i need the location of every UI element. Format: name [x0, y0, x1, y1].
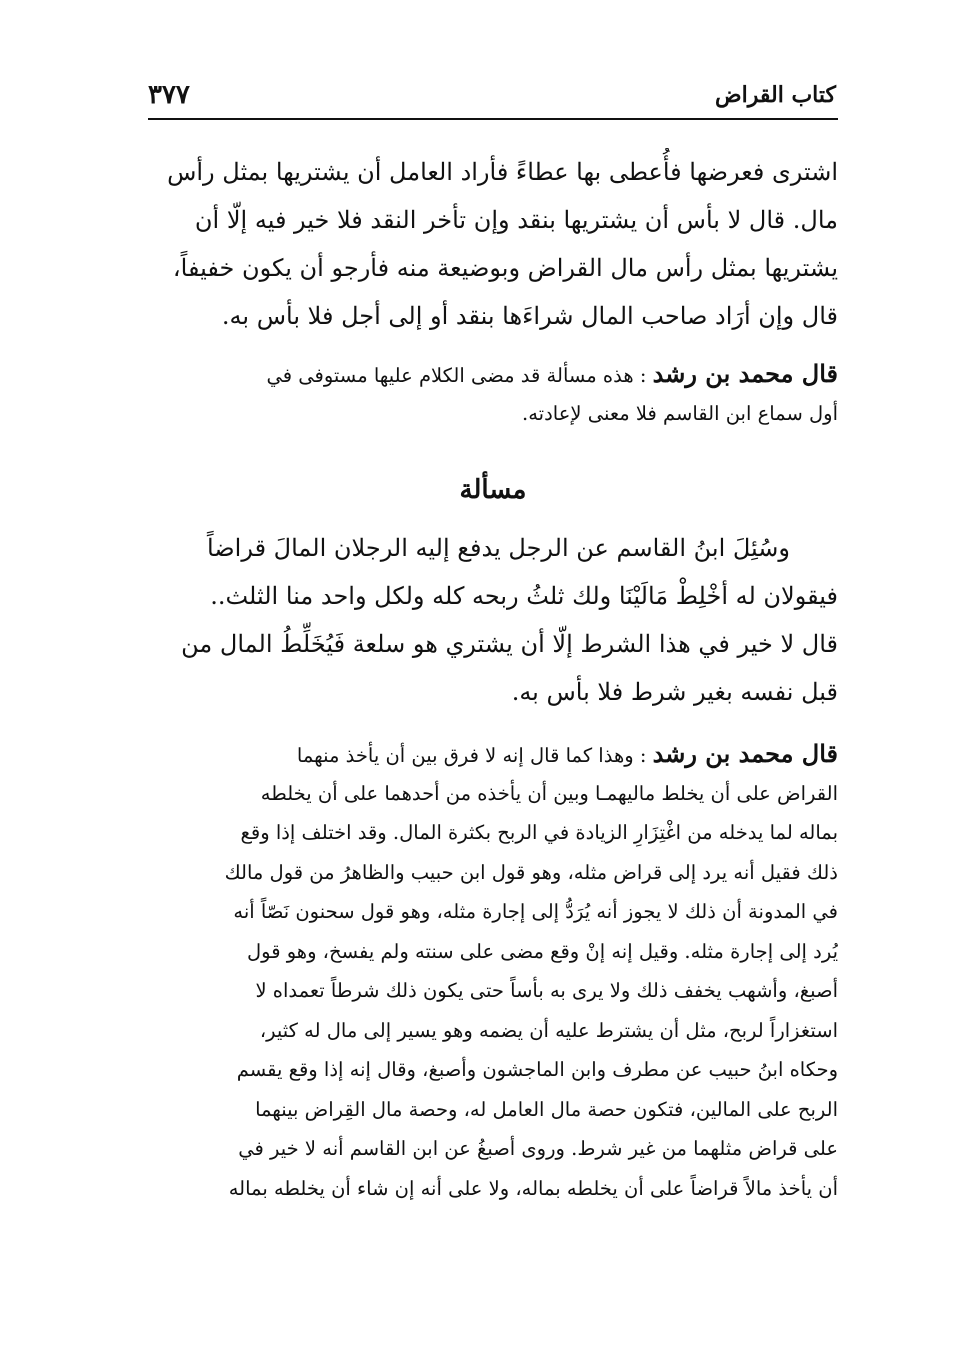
- commentary-first-line: [148, 354, 838, 394]
- text-line: اشترى فعرضها فأُعطى بها عطاءً فأراد العامل أن يشتريها بمثل رأس: [167, 158, 838, 186]
- text-line: أول سماع ابن القاسم فلا معنى لإعادته.: [522, 401, 838, 425]
- text-line: فيقولان له أخْلِطْ مَالَيْنَا ولك ثلثُ ربحه كله ولكل واحد منا الثلث..: [210, 582, 838, 610]
- text-line: قبل نفسه بغير شرط فلا بأس به.: [511, 678, 838, 706]
- text-line: في المدونة أن ذلك لا يجوز أنه يُرَدُّ إلى إجارة مثله، وهو قول سحنون نَصّاً أنه: [233, 900, 838, 923]
- speaker-label: قال محمد بن رشد: [652, 359, 838, 388]
- commentary-2: [148, 734, 838, 1208]
- text-line: يُرد إلى إجارة مثله. وقيل إنه إنْ وقع مضى على سنته ولم يفسخ، وهو قول: [246, 939, 838, 963]
- page-number: ٣٧٧: [148, 80, 190, 110]
- text-line: وسُئِلَ ابنُ القاسم عن الرجل يدفع إليه الرجلان المالَ قراضاً: [206, 534, 790, 562]
- commentary-1: [148, 354, 838, 433]
- text-line: ذلك فقيل أنه يرد إلى قراض مثله، وهو قول ابن حبيب والظاهرُ من قول مالك: [224, 860, 838, 884]
- section-heading: مسألة: [459, 475, 527, 505]
- text-line: أن يأخذ مالاً قراضاً على أن يخلطه بماله، ولا على أنه إن شاء أن يخلطه بماله: [228, 1176, 838, 1200]
- text-line: على قراض مثلهما من غير شرط. وروى أصبغُ عن ابن القاسم أنه لا خير في: [238, 1137, 838, 1160]
- text-line: مال. قال لا بأس أن يشتريها بنقد وإن تأخر النقد فلا خير فيه إلّا أن: [194, 206, 838, 234]
- text-line: بماله لما يدخله من اغْتِزَارِ الزيادة في الربح بكثرة المال. وقد اختلف إذا وقع: [240, 821, 838, 844]
- question-text-1: [148, 148, 838, 340]
- running-header: [148, 78, 836, 114]
- text-line: قال وإن أرَاد صاحب المال شراءَها بنقد أو إلى أجل فلا بأس به.: [221, 302, 838, 330]
- text-line: القراض على أن يخلط ماليهمـا وبين أن يأخذه من أحدهما على أن يخلطه: [260, 781, 838, 805]
- commentary-text: : وهذا كما قال إنه لا فرق بين أن يأخذ منهما: [296, 744, 647, 767]
- header-rule: [148, 118, 838, 120]
- text-line: يشتريها بمثل رأس مال القراض وبوضيعة منه فأرجو أن يكون خفيفاً،: [172, 254, 838, 282]
- text-line: استغزاراً لربح، مثل أن يشترط عليه أن يضمه وهو يسير إلى مال له كثير،: [259, 1018, 838, 1042]
- text-line: قال لا خير في هذا الشرط إلّا أن يشتري هو سلعة فَيُخَلِّطُ المال من: [181, 630, 838, 658]
- question-text-2: [148, 524, 838, 716]
- commentary-first-line: [148, 734, 838, 774]
- chapter-title: كتاب القراض: [715, 82, 836, 108]
- text-line: الربح على المالين، فتكون حصة مال العامل له، وحصة مال القِراض بينهما: [255, 1097, 838, 1121]
- text-line: أصبغ، وأشهب يخفف ذلك ولا يرى به بأساً حتى يكون ذلك شرطاً تعمداه لا: [255, 979, 838, 1002]
- speaker-label: قال محمد بن رشد: [652, 739, 838, 768]
- commentary-text: : هذه مسألة قد مضى الكلام عليها مستوفى في: [266, 364, 647, 387]
- text-line: وحكاه ابنُ حبيب عن مطرف وابن الماجشون وأصبغ، وقال إنه إذا وقع يقسم: [236, 1058, 838, 1081]
